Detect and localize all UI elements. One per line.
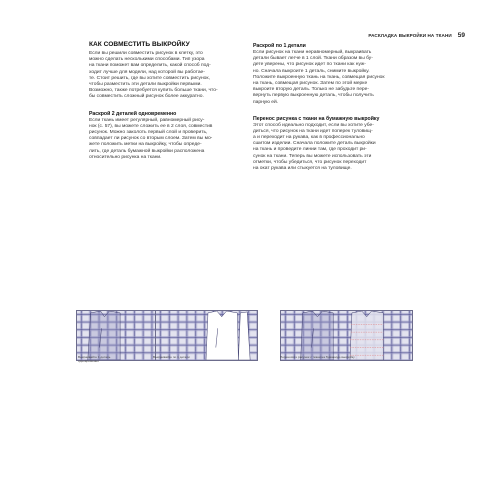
dress-pattern-piece — [88, 311, 120, 360]
caption-figure-1: Выкраивайте 1 деталь одновременно — [78, 355, 111, 363]
intro-paragraph: Если вы решили совместить рисунок в клетку, это можно сделать несколькими способами. Тип узора на ткани поможет вам определить, какой способ под- ходит лучше для модели, над которой вы работае- те. Стоит решить, где вы хотите совместить рисунок, чтобы разместить эти детали выкройки первыми. Возможно, также потребуется купить больше ткани, что- бы совместить сложный рисунок более аккуратно. — [89, 51, 218, 100]
right-text-column — [253, 41, 401, 182]
subheading-transfer-pattern: Перенос рисунка с ткани на бумажную выкройку — [253, 115, 380, 122]
transfer-pattern-paragraph: Этот способ идеально подходит, если вы хотите убе- диться, что рисунок на ткани идет поперек туловищ- а и переходит на рукава, как в профессионально сшитом изделии. Сначала положите деталь выкройки на ткань и проведите линии там, где проходит ри- сунок на ткани. Теперь вы можете использовать эти отметки, чтобы убедиться, что рисунок переходит на окат рукава или стыкуется на туловище. — [253, 122, 376, 172]
left-text-column — [89, 41, 243, 171]
caption-figure-3: Переносите рисунок с ткани на бумажную выкройку — [280, 355, 355, 359]
subheading-two-pieces: Раскрой 2 деталей одновременно — [89, 110, 177, 117]
page-header — [283, 29, 465, 41]
paper-pattern-with-lines — [350, 311, 383, 360]
section-heading: КАК СОВМЕСТИТЬ ВЫКРОЙКУ — [89, 41, 190, 48]
caption-figure-2: Выкраивайте по 1 детали — [153, 355, 190, 359]
illustration-row — [76, 310, 416, 374]
plaid-fabric-illustration-3 — [280, 310, 413, 361]
dress-pattern-piece — [206, 311, 238, 360]
one-piece-paragraph: Если рисунок на ткани неравномерный, выкраивать детали бывает легче в 1 слой. Ткани образом вы бу- дете уверены, что рисунок идет по ткани как нуж- но. Сначала выкроите 1 деталь, снимите выкройку. Положите выкроенную ткань на ткань, совмещая рисунок на ткань, совмещая рисунок. Затем по этой мерке выкроите вторую деталь. Только не забудьте пере- вернуть первую выкроенную деталь, чтобы получить парную ей. — [253, 49, 385, 105]
plaid-fabric-illustration-2 — [155, 310, 258, 361]
subheading-one-piece: Раскрой по 1 детали — [253, 43, 306, 49]
dress-pattern-piece — [301, 311, 334, 360]
page-number: 59 — [457, 31, 465, 39]
running-header-title: РАСКЛАДКА ВЫКРОЙКИ НА ТКАНИ — [368, 32, 452, 38]
two-pieces-paragraph: Если ткань имеет регулярный, равномерный рису- нок (с. 57), вы можете сложить ее в 2 слоя, совместив рисунок. Можно заколоть первый слой и проверить, совпадает ли рисунок со вторым слоем. Затем вы мо- жете положить метки на выкройку, чтобы опреде- лить, где деталь бумажной выкройки расположена относительно рисунка на ткани. — [89, 117, 213, 160]
